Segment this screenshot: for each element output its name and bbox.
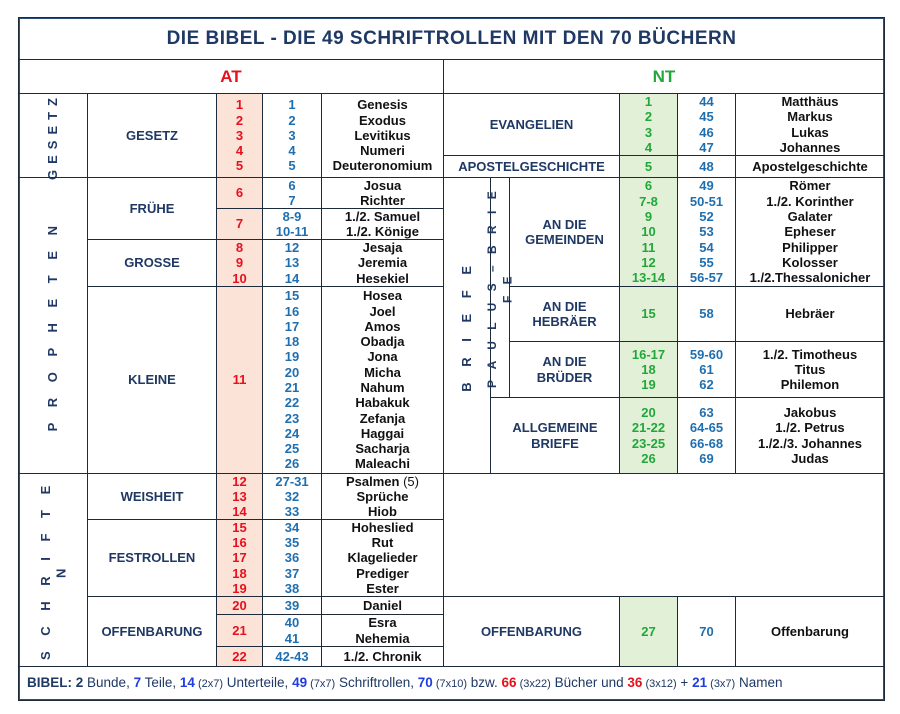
rolls-evangelien: 1 2 3 4: [619, 93, 678, 156]
books-kleine: Hosea Joel Amos Obadja Jona Micha Nahum Habakuk Zefanja Haggai Sacharja Maleachi: [321, 286, 444, 474]
footer-n4: 49: [292, 674, 308, 690]
roll-22: 22: [216, 646, 263, 667]
books-roll-7: 1./2. Samuel 1./2. Könige: [321, 208, 444, 240]
footer-t8: Namen: [735, 674, 783, 690]
group-kleine: KLEINE: [87, 286, 217, 474]
nums-roll-22: 42-43: [262, 646, 322, 667]
footer-n8: 21: [692, 674, 708, 690]
section-schriften-label: S C H R I F T E N: [37, 479, 68, 661]
books-brueder: 1./2. Timotheus Titus Philemon: [735, 341, 885, 398]
rolls-festrollen: 15 16 17 18 19: [216, 519, 263, 597]
footer-s5: (7x10): [432, 677, 468, 690]
nums-roll-21: 40 41: [262, 614, 322, 647]
footer-t2: Teile,: [141, 674, 180, 690]
books-offenbarung-nt: Offenbarung: [735, 596, 885, 667]
footer-s7: (3x12): [642, 677, 677, 690]
rolls-offenbarung-nt: 27: [619, 596, 678, 667]
books-roll-22: 1./2. Chronik: [321, 646, 444, 667]
section-propheten-label: P R O P H E T E N: [45, 219, 61, 432]
footer-line: [27, 675, 783, 692]
books-grosse: Jesaja Jeremia Hesekiel: [321, 239, 444, 287]
books-apg: Apostelgeschichte: [735, 155, 885, 178]
section-paulus-label: P A U L U S – B R I E F E: [484, 187, 514, 388]
section-schriften: [18, 473, 88, 667]
nums-gemeinden: 49 50-51 52 53 54 55 56-57: [677, 177, 736, 287]
books-weisheit: [321, 473, 444, 520]
books-festrollen: Hoheslied Rut Klagelieder Prediger Ester: [321, 519, 444, 597]
roll-21: 21: [216, 614, 263, 647]
rolls-apg: 5: [619, 155, 678, 178]
page-title: DIE BIBEL - DIE 49 SCHRIFTROLLEN MIT DEN 70 BÜCHERN: [18, 17, 885, 60]
book-psalmen: [346, 474, 419, 489]
empty-nt-area: [443, 473, 885, 597]
group-brueder: AN DIE BRÜDER: [509, 341, 620, 398]
books-evangelien: Matthäus Markus Lukas Johannes: [735, 93, 885, 156]
books-weisheit-rest: Sprüche Hiob: [356, 488, 409, 520]
section-gesetz-label: GESETZ: [45, 91, 61, 180]
group-offenbarung-at: OFFENBARUNG: [87, 596, 217, 667]
footer-t5: bzw.: [467, 674, 502, 690]
footer-s3: (2x7): [194, 677, 224, 690]
nums-weisheit: 27-31 32 33: [262, 473, 322, 520]
nums-brueder: 59-60 61 62: [677, 341, 736, 398]
footer-s6: (3x22): [516, 677, 551, 690]
group-hebraeer: AN DIE HEBRÄER: [509, 286, 620, 342]
footer-t7: +: [676, 674, 693, 690]
nums-festrollen: 34 35 36 37 38: [262, 519, 322, 597]
footer-t6: Bücher und: [550, 674, 628, 690]
nums-offenbarung-nt: 70: [677, 596, 736, 667]
group-gemeinden: AN DIE GEMEINDEN: [509, 177, 620, 287]
psalmen-label: Psalmen: [346, 473, 400, 489]
footer-n5: 70: [417, 674, 433, 690]
group-weisheit: WEISHEIT: [87, 473, 217, 520]
nums-hebraeer: 58: [677, 286, 736, 342]
rolls-weisheit: 12 13 14: [216, 473, 263, 520]
nums-roll-6: 6 7: [262, 177, 322, 209]
rolls-brueder: 16-17 18 19: [619, 341, 678, 398]
group-apg: APOSTELGESCHICHTE: [443, 155, 620, 178]
rolls-grosse: 8 9 10: [216, 239, 263, 287]
books-roll-21: Esra Nehemia: [321, 614, 444, 647]
nums-kleine: 15 16 17 18 19 20 21 22 23 24 25 26: [262, 286, 322, 474]
nums-evangelien: 44 45 46 47: [677, 93, 736, 156]
rolls-gesetz: 1 2 3 4 5: [216, 93, 263, 178]
footer-summary: [18, 666, 885, 701]
books-gemeinden: Römer 1./2. Korinther Galater Epheser Philipper Kolosser 1./2.Thessalonicher: [735, 177, 885, 287]
at-header: AT: [18, 59, 444, 94]
footer-n3: 14: [179, 674, 195, 690]
section-paulus-briefe: [484, 177, 514, 398]
section-gesetz: [18, 93, 88, 178]
psalmen-count: (5): [399, 473, 419, 489]
group-gesetz: GESETZ: [87, 93, 217, 178]
group-fruehe: FRÜHE: [87, 177, 217, 240]
nums-apg: 48: [677, 155, 736, 178]
nums-roll-7: 8-9 10-11: [262, 208, 322, 240]
rolls-allgemeine: 20 21-22 23-25 26: [619, 397, 678, 474]
footer-n6: 66: [501, 674, 517, 690]
books-gesetz: Genesis Exodus Levitikus Numeri Deuteronomium: [321, 93, 444, 178]
roll-kleine: 11: [216, 286, 263, 474]
books-allgemeine: Jakobus 1./2. Petrus 1./2./3. Johannes Judas: [735, 397, 885, 474]
nums-allgemeine: 63 64-65 66-68 69: [677, 397, 736, 474]
section-briefe: [443, 177, 491, 474]
footer-n7: 36: [627, 674, 643, 690]
footer-s4: (7x7): [307, 677, 336, 690]
section-briefe-label: B R I E F E: [459, 259, 475, 392]
group-evangelien: EVANGELIEN: [443, 93, 620, 156]
books-hebraeer: Hebräer: [735, 286, 885, 342]
group-offenbarung-nt: OFFENBARUNG: [443, 596, 620, 667]
roll-6: 6: [216, 177, 263, 209]
footer-t4: Schriftrollen,: [335, 674, 418, 690]
footer-t1: Bunde,: [83, 674, 134, 690]
roll-20: 20: [216, 596, 263, 615]
books-roll-20: Daniel: [321, 596, 444, 615]
nums-grosse: 12 13 14: [262, 239, 322, 287]
footer-n1: 2: [75, 674, 84, 690]
rolls-gemeinden: 6 7-8 9 10 11 12 13-14: [619, 177, 678, 287]
footer-s8: (3x7): [707, 677, 736, 690]
nt-header: NT: [443, 59, 885, 94]
books-roll-6: Josua Richter: [321, 177, 444, 209]
footer-prefix: BIBEL:: [27, 674, 72, 690]
rolls-hebraeer: 15: [619, 286, 678, 342]
nums-gesetz: 1 2 3 4 5: [262, 93, 322, 178]
footer-t3: Unterteile,: [223, 674, 293, 690]
group-festrollen: FESTROLLEN: [87, 519, 217, 597]
footer-n2: 7: [133, 674, 142, 690]
section-propheten: [18, 177, 88, 474]
roll-7: 7: [216, 208, 263, 240]
group-allgemeine: ALLGEMEINE BRIEFE: [490, 397, 620, 474]
nums-roll-20: 39: [262, 596, 322, 615]
group-grosse: GROSSE: [87, 239, 217, 287]
